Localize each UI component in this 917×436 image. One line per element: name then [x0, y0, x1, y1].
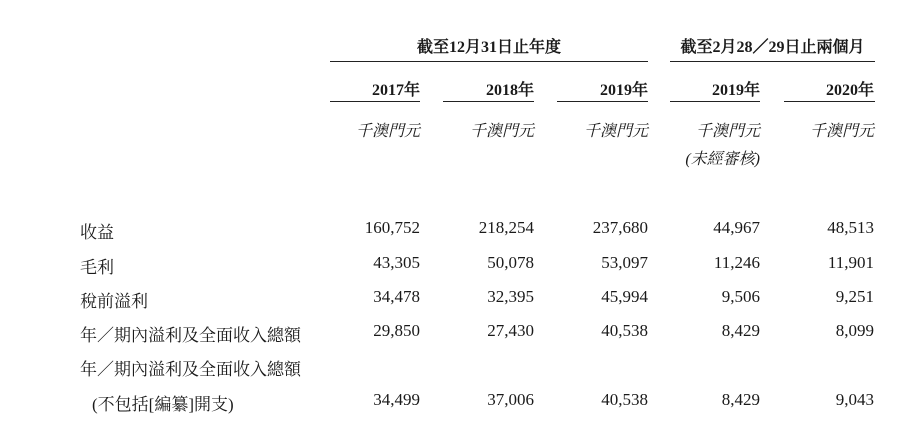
divider-group-two-months [670, 61, 875, 62]
cell-pbt-2017: 34,478 [373, 287, 420, 306]
cell-tci-excl-2019-2m: 8,429 [721, 390, 760, 409]
col-unit-4: 千澳門元 [695, 123, 760, 140]
row-label-revenue: 收益 [80, 223, 114, 242]
cell-revenue-2019: 237,680 [592, 218, 648, 237]
col-year-2019-unaudited: 2019年 [711, 82, 760, 99]
col-year-2017: 2017年 [371, 82, 420, 99]
cell-gross-profit-2017: 43,305 [373, 253, 420, 272]
col-unit-3: 千澳門元 [583, 123, 648, 140]
cell-gross-profit-2018: 50,078 [487, 253, 534, 272]
cell-gross-profit-2019: 53,097 [601, 253, 648, 272]
cell-revenue-2020-2m: 48,513 [827, 218, 874, 237]
col-unit-2: 千澳門元 [469, 123, 534, 140]
year-underline-3 [557, 101, 648, 102]
cell-tci-excl-2020-2m: 9,043 [835, 390, 874, 409]
row-label-tci-excl-listing-note: (不包括[編纂]開支) [92, 395, 234, 414]
row-label-gross-profit: 毛利 [80, 258, 114, 277]
year-underline-5 [784, 101, 875, 102]
cell-tci-2017: 29,850 [373, 321, 420, 340]
cell-gross-profit-2020-2m: 11,901 [827, 253, 874, 272]
header-group-annual: 截至12月31日止年度 [416, 39, 561, 56]
col-year-2018: 2018年 [485, 82, 534, 99]
cell-tci-2020-2m: 8,099 [835, 321, 874, 340]
cell-gross-profit-2019-2m: 11,246 [713, 253, 760, 272]
col-year-2020: 2020年 [825, 82, 874, 99]
cell-tci-excl-2018: 37,006 [487, 390, 534, 409]
cell-pbt-2019-2m: 9,506 [721, 287, 760, 306]
col-note-unaudited: (未經審核) [685, 151, 760, 168]
year-underline-4 [670, 101, 760, 102]
cell-tci-excl-2019: 40,538 [601, 390, 648, 409]
divider-group-annual [330, 61, 648, 62]
cell-tci-2019: 40,538 [601, 321, 648, 340]
cell-pbt-2020-2m: 9,251 [835, 287, 874, 306]
cell-tci-2019-2m: 8,429 [721, 321, 760, 340]
cell-pbt-2019: 45,994 [601, 287, 648, 306]
year-underline-1 [330, 101, 420, 102]
year-underline-2 [443, 101, 534, 102]
col-unit-5: 千澳門元 [809, 123, 874, 140]
cell-pbt-2018: 32,395 [487, 287, 534, 306]
header-group-two-months: 截至2月28／29日止兩個月 [680, 39, 865, 56]
cell-revenue-2019-2m: 44,967 [713, 218, 760, 237]
cell-tci-2018: 27,430 [487, 321, 534, 340]
cell-tci-excl-2017: 34,499 [373, 390, 420, 409]
cell-revenue-2018: 218,254 [478, 218, 534, 237]
col-unit-1: 千澳門元 [355, 123, 420, 140]
row-label-tci-excl-listing: 年／期內溢利及全面收入總額 [80, 360, 301, 379]
cell-revenue-2017: 160,752 [364, 218, 420, 237]
row-label-total-comprehensive-income: 年／期內溢利及全面收入總額 [80, 326, 301, 345]
row-label-profit-before-tax: 稅前溢利 [80, 292, 148, 311]
col-year-2019: 2019年 [599, 82, 648, 99]
